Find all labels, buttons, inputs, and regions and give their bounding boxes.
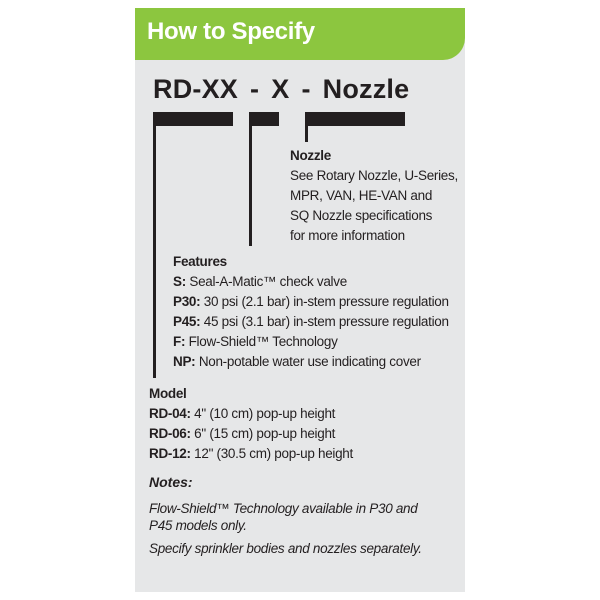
nozzle-line: MPR, VAN, HE-VAN and (290, 188, 433, 203)
feature-code: NP: (173, 354, 196, 369)
feature-code: P30: (173, 294, 201, 309)
nozzle-bracket-top (305, 112, 405, 126)
model-text: 12" (30.5 cm) pop-up height (194, 446, 353, 461)
feature-text: Seal-A-Matic™ check valve (189, 274, 347, 289)
code-feature: X (271, 74, 290, 104)
model-text: 4" (10 cm) pop-up height (194, 406, 336, 421)
specification-card (135, 8, 465, 592)
model-item (149, 404, 335, 424)
notes-line: P45 models only. (149, 518, 247, 533)
model-item (149, 424, 335, 444)
notes-heading: Notes: (149, 474, 193, 490)
feature-item (173, 352, 421, 372)
feature-code: S: (173, 274, 186, 289)
feature-text: Non-potable water use indicating cover (198, 354, 421, 369)
feature-bracket-line (249, 112, 252, 246)
feature-code: F: (173, 334, 186, 349)
code-separator: - (250, 74, 260, 104)
header-banner (135, 8, 465, 60)
model-bracket-line (153, 112, 156, 378)
nozzle-line: for more information (290, 228, 405, 243)
model-code: RD-04: (149, 406, 191, 421)
code-separator: - (301, 74, 311, 104)
nozzle-bracket-line (305, 112, 308, 142)
notes-line: Flow-Shield™ Technology available in P30 and (149, 501, 418, 516)
feature-text: 45 psi (3.1 bar) in-stem pressure regulation (203, 314, 449, 329)
nozzle-line: SQ Nozzle specifications (290, 208, 433, 223)
feature-text: Flow-Shield™ Technology (188, 334, 338, 349)
code-nozzle: Nozzle (322, 74, 410, 104)
nozzle-heading: Nozzle (290, 148, 331, 163)
feature-item (173, 292, 449, 312)
model-code: RD-12: (149, 446, 191, 461)
notes-line: Specify sprinkler bodies and nozzles separately. (149, 541, 422, 556)
model-item (149, 444, 353, 464)
feature-item (173, 312, 449, 332)
feature-text: 30 psi (2.1 bar) in-stem pressure regulation (203, 294, 449, 309)
header-title: How to Specify (147, 18, 315, 45)
code-model: RD-XX (153, 74, 239, 104)
model-heading: Model (149, 386, 187, 401)
model-text: 6" (15 cm) pop-up height (194, 426, 336, 441)
nozzle-line: See Rotary Nozzle, U-Series, (290, 168, 458, 183)
spec-code (153, 74, 409, 105)
feature-item (173, 272, 347, 292)
feature-code: P45: (173, 314, 201, 329)
feature-item (173, 332, 338, 352)
model-bracket-top (153, 112, 233, 126)
feature-bracket-top (249, 112, 279, 126)
model-code: RD-06: (149, 426, 191, 441)
features-heading: Features (173, 254, 227, 269)
